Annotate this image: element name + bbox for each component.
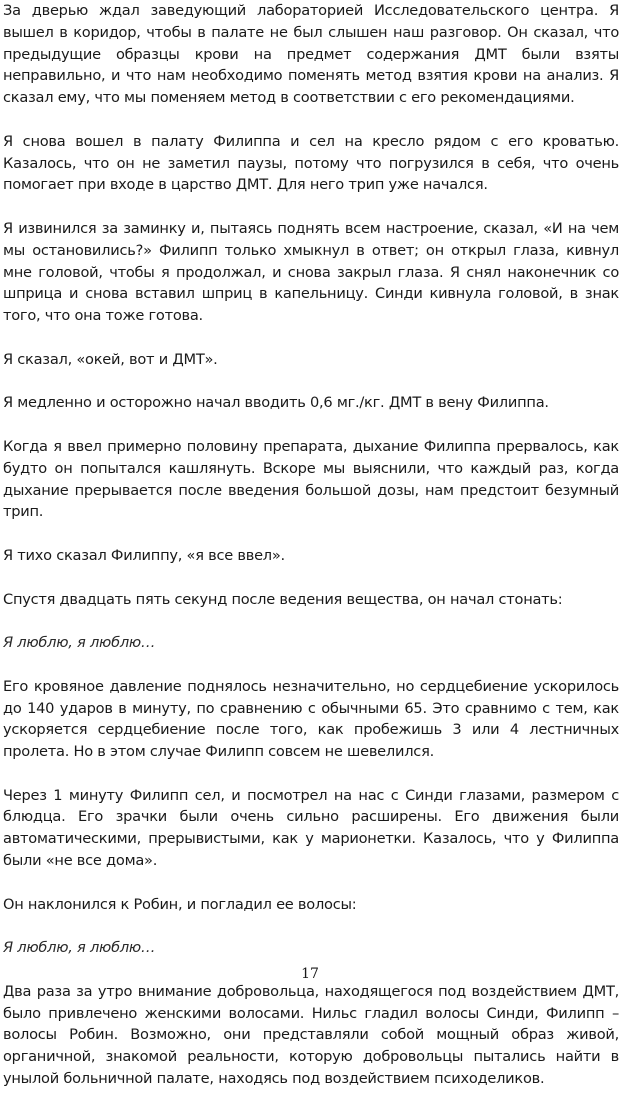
paragraph-breathing: Когда я ввел примерно половину препарата, дыхание Филиппа прервалось, как будто он попытался кашлянуть. Вскоре мы выяснили, что каждый раз, когда дыхание прерывается после введения большой дозы, нам предстоит безумный трип. [3,437,619,521]
quote-i-love-1: Я люблю, я люблю… [3,634,156,652]
paragraph-all-in: Я тихо сказал Филиппу, «я все ввел». [3,546,285,564]
paragraph-heart-rate: Его кровяное давление поднялось незначительно, но сердцебиение ускорилось до 140 ударов в минуту, по сравнению с обычными 65. Это сравнимо с тем, как ускоряется сердцебиение после того, как пробежишь 3 или 4 лестничных пролета. Но в этом случае Филипп совсем не шевелился. [3,677,619,761]
page-text [3,0,619,1112]
paragraph-robin-hair: Он наклонился к Робин, и погладил ее волосы: [3,895,357,913]
paragraph-sat-up: Через 1 минуту Филипп сел, и посмотрел на нас с Синди глазами, размером с блюдца. Его зрачки были очень сильно расширены. Его движения были автоматическими, прерывистыми, как у марионетки. Казалось, что у Филиппа были «не все дома». [3,786,619,870]
quote-i-love-2: Я люблю, я люблю… [3,939,156,957]
paragraph-apology: Я извинился за заминку и, пытаясь поднять всем настроение, сказал, «И на чем мы остановились?» Филипп только хмыкнул в ответ; он открыл глаза, кивнул мне головой, чтобы я продолжал, и снова закрыл глаза. Я снял наконечник со шприца и снова вставил шприц в капельницу. Синди кивнула головой, в знак того, что она тоже готова. [3,219,619,325]
paragraph-injection: Я медленно и осторожно начал вводить 0,6 мг./кг. ДМТ в вену Филиппа. [3,394,549,412]
paragraph-okay-dmt: Я сказал, «окей, вот и ДМТ». [3,350,218,368]
paragraph-lab-head: За дверью ждал заведующий лабораторией Исследовательского центра. Я вышел в коридор, чтобы в палате не был слышен наш разговор. Он сказал, что предыдущие образцы крови на предмет содержания ДМТ были взяты неправильно, и что нам необходимо поменять метод взятия крови на анализ. Я сказал ему, что мы поменяем метод в соответствии с его рекомендациями. [3,2,619,107]
paragraph-return-to-room: Я снова вошел в палату Филиппа и сел на кресло рядом с его кроватью. Казалось, что он не заметил паузы, потому что погрузился в себя, что очень помогает при входе в царство ДМТ. Для него трип уже начался. [3,132,619,194]
paragraph-womens-hair: Два раза за утро внимание добровольца, находящегося под воздействием ДМТ, было привлечено женскими волосами. Нильс гладил волосы Синди, Филипп – волосы Робин. Возможно, они представляли собой мощный образ живой, органичной, знакомой реальности, которую добровольцы пытались найти в унылой больничной палате, находясь под воздействием психоделиков. [3,982,619,1088]
paragraph-moaning: Спустя двадцать пять секунд после ведения вещества, он начал стонать: [3,590,563,608]
page-number: 17 [301,966,319,982]
